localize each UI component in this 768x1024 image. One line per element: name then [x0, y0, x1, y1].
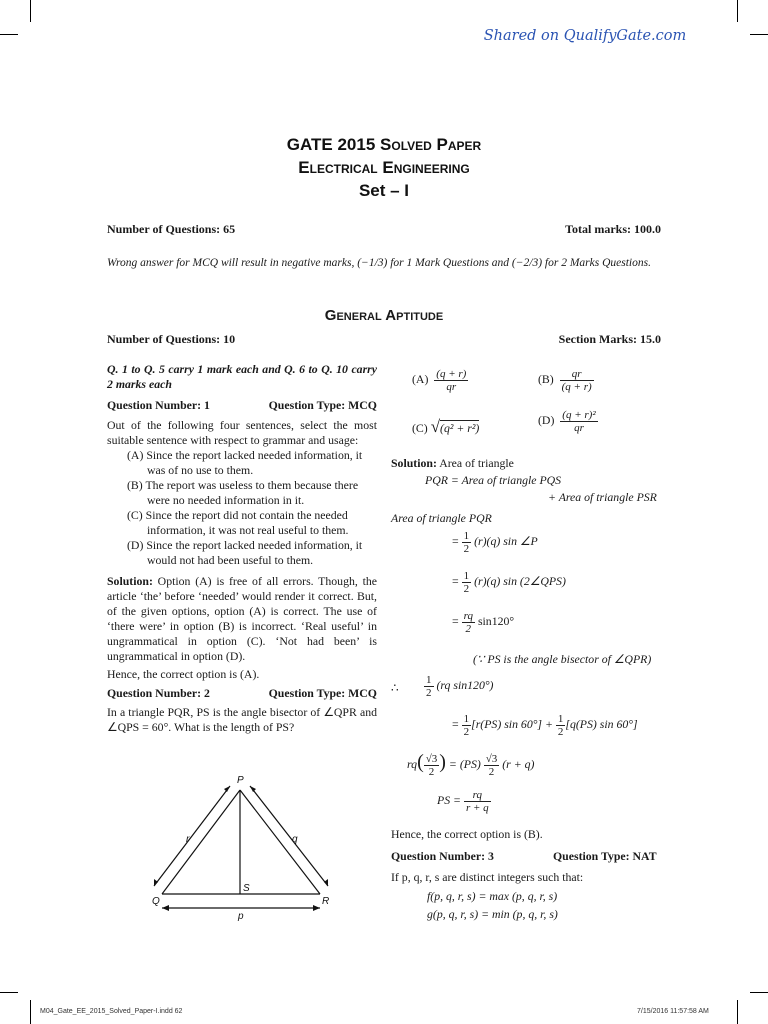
option-a-fraction: [434, 368, 468, 393]
q1-option-a: (A) Since the report lacked needed information, it was of no use to them.: [127, 448, 363, 477]
q2-option-a: [412, 368, 468, 393]
q2-header: [107, 686, 377, 701]
q2-solution-line2: PQR = Area of triangle PQS: [425, 473, 562, 487]
frac-num: 1: [463, 570, 470, 582]
frac-den: 2: [488, 765, 495, 778]
label-side-q: q: [292, 834, 298, 845]
q2-option-d: [538, 409, 598, 434]
total-marks: Total marks: 100.0: [565, 222, 661, 236]
side-pr: [240, 790, 320, 894]
solution-label: Solution:: [391, 456, 437, 470]
q3-text: If p, q, r, s are distinct integers such that:: [391, 870, 584, 884]
label-s-point: S: [243, 883, 250, 894]
sqrt3-half: [484, 753, 500, 778]
q1-answer: Hence, the correct option is (A).: [107, 667, 260, 681]
q1-type: Question Type: MCQ: [268, 398, 377, 412]
arrow-head: [250, 786, 256, 792]
frac-den: 2: [428, 765, 435, 778]
side-pq: [162, 790, 240, 894]
q2-text: In a triangle PQR, PS is the angle bisector of ∠QPR and ∠QPS = 60°. What is the length of PS?: [107, 705, 377, 734]
crop-mark: [0, 34, 18, 35]
crop-mark: [0, 992, 18, 993]
q2-option-c: [412, 417, 479, 437]
eq-text: rq: [407, 757, 418, 771]
frac-den: 2: [463, 583, 470, 595]
label-side-p: p: [238, 911, 244, 922]
eq-text: sin120°: [477, 614, 515, 629]
frac-num: (q + r): [436, 368, 467, 380]
arrow-head: [224, 786, 230, 792]
option-b-fraction: [560, 368, 594, 393]
frac-num: 1: [463, 530, 470, 542]
eq-text: = (PS): [448, 757, 481, 771]
paper-set: Set – I: [358, 181, 410, 200]
label-side-r: r: [186, 834, 190, 845]
marking-note: Wrong answer for MCQ will result in negative marks, (−1/3) for 1 Mark Questions and (−2/3) for 2 Marks Questions.: [107, 257, 651, 269]
section-questions: Number of Questions: 10: [107, 332, 236, 346]
eq-text: (rq sin120°): [436, 678, 494, 693]
half-fraction: [556, 713, 566, 738]
crop-mark: [737, 0, 738, 22]
marks-instructions: Q. 1 to Q. 5 carry 1 mark each and Q. 6 to Q. 10 carry 2 marks each: [107, 362, 377, 391]
q1-number: Question Number: 1: [107, 398, 210, 412]
paper-subject: Electrical Engineering: [298, 158, 470, 177]
option-c-expr: (q² + r²): [440, 421, 480, 435]
bisector-note: (∵ PS is the angle bisector of ∠QPR): [473, 652, 652, 666]
crop-mark: [750, 34, 768, 35]
q2-option-b: [538, 368, 594, 393]
eq-text: (r)(q) sin (2∠QPS): [474, 574, 566, 589]
eq-step-5: = $\frac{1}{2}$ [r(PS) sin 60°] + $\frac{1}{2}$ [q(PS) sin 60°]: [452, 713, 638, 738]
arrow-head: [162, 905, 169, 911]
frac-den: (q + r): [561, 381, 592, 393]
label-q-vertex: Q: [152, 896, 160, 907]
arrow-head: [324, 879, 328, 886]
dimension-r: [154, 786, 230, 886]
frac-den: r + q: [465, 802, 489, 814]
footer-filename: M04_Gate_EE_2015_Solved_Paper-I.indd 62: [40, 1008, 183, 1015]
paren-open: (: [417, 751, 424, 773]
sqrt-icon: √: [430, 417, 441, 436]
q3-type: Question Type: NAT: [553, 849, 657, 863]
arrow-head: [154, 879, 158, 886]
option-b-label: (B): [538, 372, 554, 387]
frac-num: (q + r)²: [562, 409, 596, 421]
title-solved-paper: Solved Paper: [380, 135, 482, 154]
therefore-symbol: ∴: [391, 681, 399, 695]
sqrt3-half: [424, 753, 440, 778]
eq-step-7: [437, 789, 491, 814]
eq-text: [q(PS) sin 60°]: [565, 717, 638, 732]
frac-den: 2: [557, 726, 564, 738]
half-fraction: [462, 570, 472, 595]
frac-num: √3: [425, 752, 438, 765]
sol-text: Area of triangle: [439, 456, 514, 470]
solution-text: Option (A) is free of all errors. Though, the article ‘the’ before ‘needed’ would render it correct. But, of the given options, option (A) is correct. The use of ‘there were’ in option (B) is incorrect. ‘Real useful’ in ungrammatical in option (C). ‘Not had been’ is ungrammatical in option (D).: [107, 574, 377, 663]
q1-solution: [107, 574, 377, 664]
paren-close: ): [439, 751, 446, 773]
arrow-head: [313, 905, 320, 911]
watermark-link[interactable]: Shared on QualifyGate.com: [483, 28, 687, 44]
q1-option-c: (C) Since the report did not contain the needed information, it was not real useful to them.: [127, 508, 349, 537]
crop-mark: [737, 1000, 738, 1024]
frac-num: √3: [485, 752, 498, 765]
q2-answer: Hence, the correct option is (B).: [391, 827, 543, 841]
option-c-label: (C): [412, 421, 428, 435]
q2-number: Question Number: 2: [107, 686, 210, 700]
eq-text: (r + q): [502, 757, 535, 771]
crop-mark: [750, 992, 768, 993]
dimension-q: [250, 786, 328, 886]
option-d-fraction: [560, 409, 597, 434]
crop-mark: [30, 1000, 31, 1024]
half-fraction: [462, 530, 472, 555]
q1-option-b: (B) The report was useless to them because there were no needed information in it.: [127, 478, 359, 507]
total-questions: Number of Questions: 65: [107, 222, 236, 236]
q1-header: [107, 398, 377, 413]
q1-option-d: (D) Since the report lacked needed information, it would not had been useful to them.: [127, 538, 363, 567]
half-fraction: [462, 713, 472, 738]
section-title: General Aptitude: [324, 307, 444, 324]
left-column: [107, 362, 377, 735]
eq-step-2: = $\frac{1}{2}$ (r)(q) sin (2∠QPS): [452, 570, 566, 595]
triangle-figure: [140, 772, 360, 922]
eq-step-1: = $\frac{1}{2}$ (r)(q) sin ∠P: [452, 530, 538, 555]
frac-num: rq: [464, 789, 491, 802]
option-a-label: (A): [412, 372, 429, 387]
eq-step-3: = $\frac{rq}{2}$ sin120°: [452, 610, 515, 635]
section-marks: Section Marks: 15.0: [558, 332, 661, 346]
frac-den: 2: [463, 726, 470, 738]
eq-text: (r)(q) sin ∠P: [474, 534, 538, 549]
q3-f-definition: f(p, q, r, s) = max (p, q, r, s): [427, 889, 558, 903]
paper-title: [0, 135, 768, 155]
solution-label: Solution:: [107, 574, 153, 588]
option-d-label: (D): [538, 413, 555, 428]
frac-num: rq: [463, 610, 473, 622]
frac-num: 1: [463, 713, 470, 725]
half-fraction: [424, 674, 434, 699]
frac-den: 2: [465, 623, 472, 635]
label-p-vertex: P: [237, 775, 244, 786]
q3-g-definition: g(p, q, r, s) = min (p, q, r, s): [427, 907, 558, 921]
q2-solution-line1: [391, 456, 514, 471]
frac-den: 2: [426, 687, 432, 699]
frac-num: qr: [560, 368, 594, 381]
area-label: Area of triangle PQR: [391, 511, 492, 525]
q1-text: Out of the following four sentences, select the most suitable sentence with respect to grammar and usage:: [107, 418, 377, 447]
frac-den: 2: [463, 543, 470, 555]
eq-text: [r(PS) sin 60°] +: [471, 717, 553, 732]
eq-step-4: [424, 674, 494, 699]
ps-fraction: [464, 789, 491, 814]
frac-num: 1: [426, 674, 432, 686]
rq-fraction: [462, 610, 475, 635]
q2-solution-line3: + Area of triangle PSR: [548, 490, 657, 504]
q1-options: [107, 448, 377, 568]
frac-num: 1: [557, 713, 564, 725]
footer-timestamp: 7/15/2016 11:57:58 AM: [637, 1008, 709, 1015]
label-r-vertex: R: [322, 896, 330, 907]
eq-step-6: [407, 751, 534, 778]
eq-text: PS =: [437, 793, 462, 808]
q3-number: Question Number: 3: [391, 849, 494, 863]
title-exam: GATE 2015: [286, 135, 376, 154]
frac-den: qr: [574, 422, 584, 434]
crop-mark: [30, 0, 31, 22]
q2-type: Question Type: MCQ: [268, 686, 377, 700]
frac-den: qr: [446, 381, 457, 393]
